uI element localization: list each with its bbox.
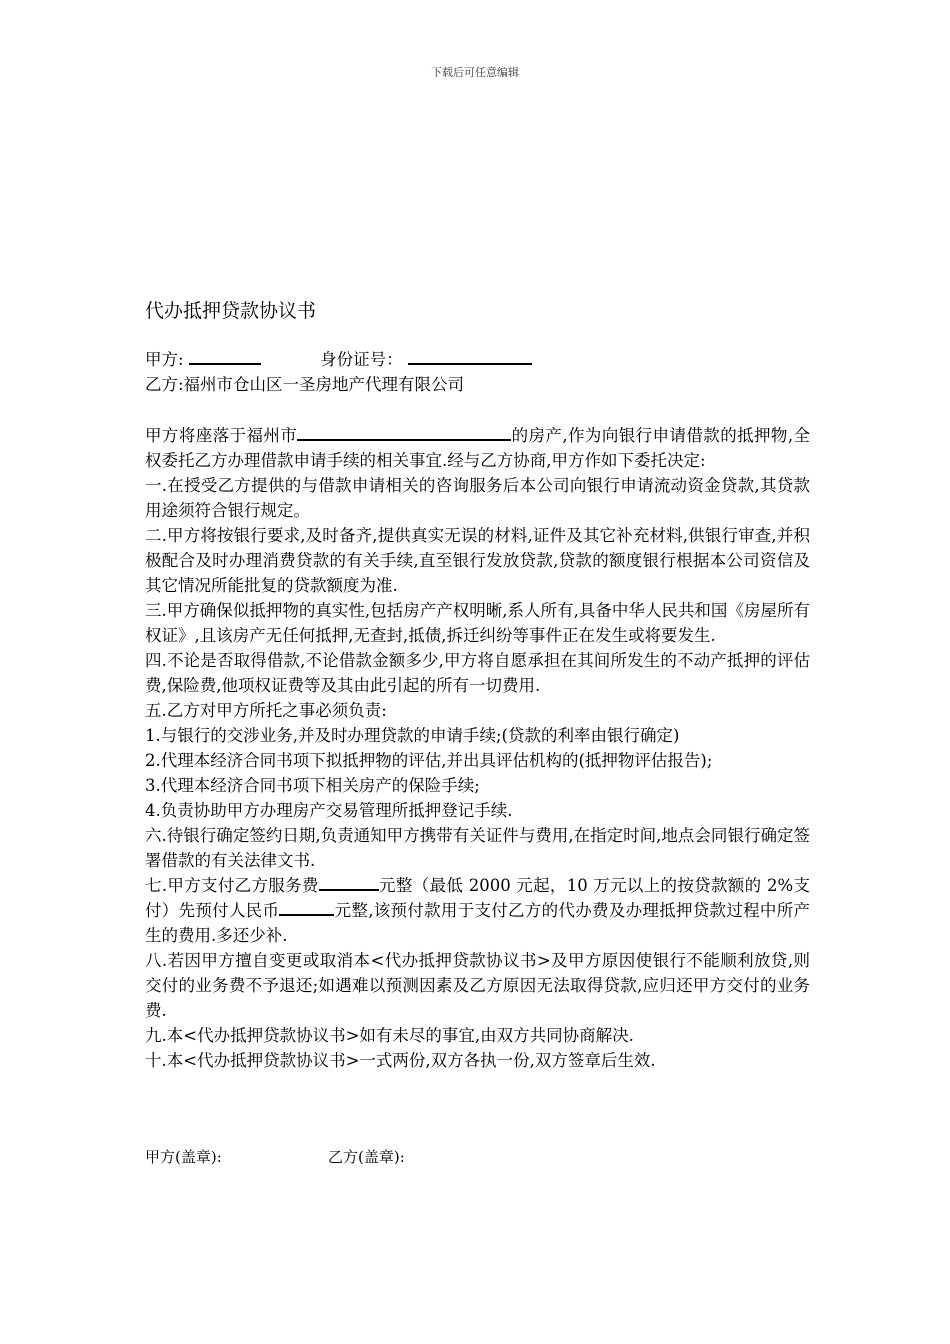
prepayment-blank[interactable]: [279, 898, 334, 916]
clause-7-text-a: 七.甲方支付乙方服务费: [145, 876, 319, 895]
page-header-note: 下载后可任意编辑: [431, 66, 519, 79]
clause-9: 九.本<代办抵押贷款协议书>如有未尽的事宜,由双方共同协商解决.: [145, 1026, 634, 1045]
clause-7: [145, 873, 810, 948]
clause-2: 二.甲方将按银行要求,及时备齐,提供真实无误的材料,证件及其它补充材料,供银行审查,并积极配合及时办理消费贷款的有关手续,直至银行发放贷款,贷款的额度银行根据本公司资信及其它情况所能批复的贷款额度为准.: [145, 526, 810, 595]
id-number-label: 身份证号：: [320, 350, 403, 369]
party-b-line: 乙方:福州市仓山区一圣房地产代理有限公司: [145, 375, 465, 394]
signature-block: [145, 1146, 810, 1168]
clause-3: 三.甲方确保似抵押物的真实性,包括房产产权明晰,系人所有,具备中华人民共和国《房屋所有权证》,且该房产无任何抵押,无查封,抵债,拆迁纠纷等事件正在发生或将要发生.: [145, 601, 810, 645]
intro-text-end: 的房产,作为向银行申请借款的抵押物,全权委托乙方办理借款申请手续的相关事宜.经与乙方协商,甲方作如下委托决定:: [145, 426, 810, 470]
document-title: 代办抵押贷款协议书: [145, 300, 317, 322]
clause-5-3: 3.代理本经济合同书项下相关房产的保险手续;: [145, 776, 480, 795]
party-a-seal: 甲方(盖章):: [145, 1148, 222, 1166]
party-b-seal: 乙方(盖章):: [328, 1148, 405, 1166]
clause-5-1: 1.与银行的交涉业务,并及时办理贷款的申请手续;(贷款的利率由银行确定): [145, 726, 680, 745]
party-info: [145, 347, 815, 397]
service-fee-blank[interactable]: [319, 873, 379, 891]
clause-8: 八.若因甲方擅自变更或取消本<代办抵押贷款协议书>及甲方原因使银行不能顺利放贷,则交付的业务费不予退还;如遇难以预测因素及乙方原因无法取得贷款,应归还甲方交付的业务费.: [145, 951, 810, 1020]
clause-5: 五.乙方对甲方所托之事必须负责:: [145, 701, 387, 720]
property-address-blank[interactable]: [297, 423, 511, 441]
clause-1: 一.在授受乙方提供的与借款申请相关的咨询服务后本公司向银行申请流动资金贷款,其贷款用途须符合银行规定。: [145, 476, 810, 520]
clause-5-4: 4.负责协助甲方办理房产交易管理所抵押登记手续.: [145, 801, 513, 820]
clause-7-text-c: 元整,该预付款用于支付乙方的代办费及办理抵押贷款过程中所产生的费用.多还少补.: [145, 901, 810, 945]
party-a-name-blank[interactable]: [189, 347, 261, 365]
clause-10: 十.本<代办抵押贷款协议书>一式两份,双方各执一份,双方签章后生效.: [145, 1051, 656, 1070]
clause-6: 六.待银行确定签约日期,负责通知甲方携带有关证件与费用,在指定时间,地点会同银行确定签署借款的有关法律文书.: [145, 826, 810, 870]
intro-text-start: 甲方将座落于福州市: [145, 426, 298, 445]
clause-5-2: 2.代理本经济合同书项下拟抵押物的评估,并出具评估机构的(抵押物评估报告);: [145, 751, 713, 770]
party-a-line: [145, 347, 815, 372]
clause-4: 四.不论是否取得借款,不论借款金额多少,甲方将自愿承担在其间所发生的不动产抵押的评估费,保险费,他项权证费等及其由此引起的所有一切费用.: [145, 651, 810, 695]
agreement-body: [145, 423, 810, 1073]
clause-7-text-b: 元整（最低 2000 元起，10 万元以上的按贷款额的 2%支付）先预付人民币: [145, 876, 810, 920]
id-number-blank[interactable]: [408, 347, 532, 365]
party-a-label: 甲方:: [145, 350, 184, 369]
intro-paragraph: [145, 423, 810, 473]
